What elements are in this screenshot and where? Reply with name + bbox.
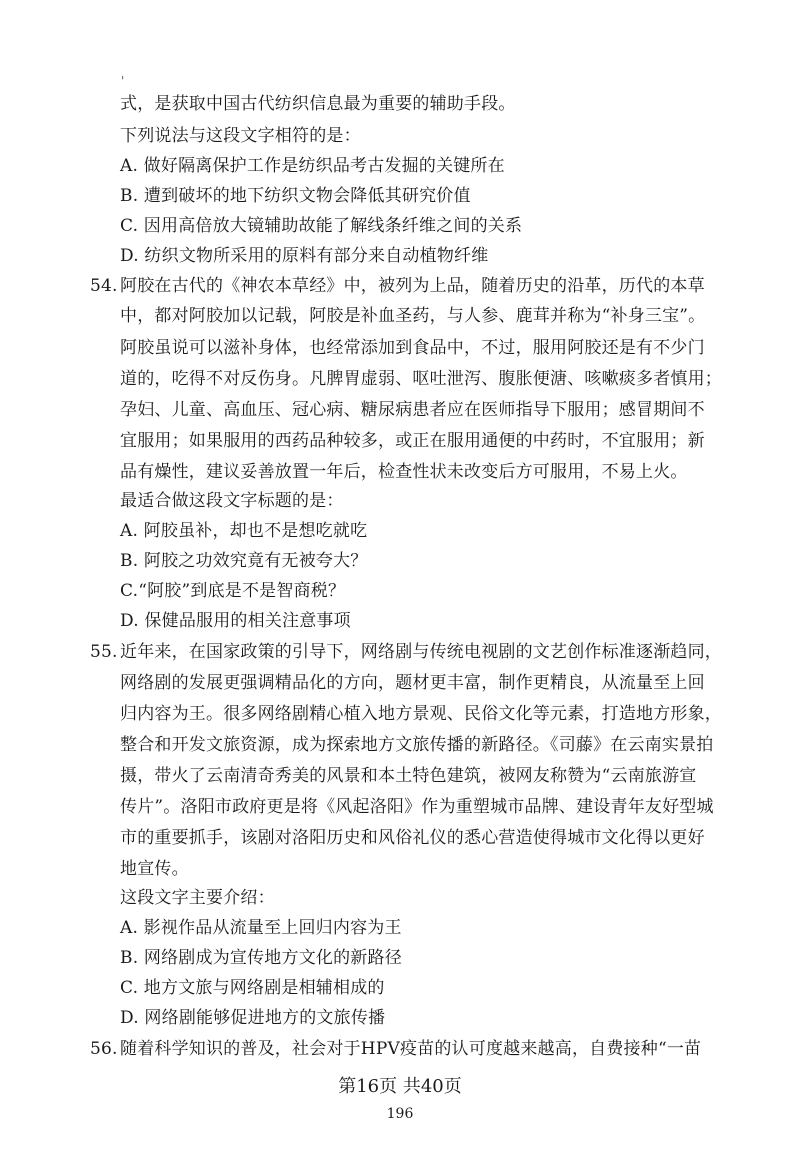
q55-line-3: 归内容为王。很多网络剧精心植入地方景观、民俗文化等元素，打造地方形象，: [120, 704, 722, 724]
q55-line-2: 网络剧的发展更强调精品化的方向，题材更丰富，制作更精良，从流量至上回: [120, 673, 705, 693]
q55-question: 这段文字主要介绍：: [120, 888, 275, 908]
q54-line-1: 阿胶在古代的《神农本草经》中，被列为上品，随着历史的沿革，历代的本草: [120, 276, 705, 296]
q55-line-7: 市的重要抓手，该剧对洛阳历史和风俗礼仪的悉心营造使得城市文化得以更好: [120, 828, 705, 848]
q55-option-c: C. 地方文旅与网络剧是相辅相成的: [120, 978, 385, 998]
q56-first-line: [90, 1038, 701, 1060]
q55-line-8: 地宣传。: [120, 859, 189, 879]
q54-line-5: 孕妇、儿童、高血压、冠心病、糖尿病患者应在医师指导下服用；感冒期间不: [120, 400, 705, 420]
page-label: 第16页 共40页: [338, 1076, 462, 1097]
q54-number: 54.: [90, 276, 118, 296]
q54-line-3: 阿胶虽说可以滋补身体，也经常添加到食品中，不过，服用阿胶还是有不少门: [120, 338, 705, 358]
q54-question: 最适合做这段文字标题的是：: [120, 491, 344, 511]
q54-first-line: [90, 275, 705, 297]
page-number: 196: [386, 1106, 414, 1122]
q55-number: 55.: [90, 642, 118, 662]
q54-line-4: 道的，吃得不对反伤身。凡脾胃虚弱、呕吐泄泻、腹胀便溏、咳嗽痰多者慎用；: [120, 369, 722, 389]
q56-line-1: 随着科学知识的普及，社会对于HPV疫苗的认可度越来越高，自费接种“一苗: [120, 1039, 702, 1059]
q53-option-a: A. 做好隔离保护工作是纺织品考古发掘的关键所在: [120, 156, 505, 176]
q54-line-2: 中，都对阿胶加以记载，阿胶是补血圣药，与人参、鹿茸并称为“补身三宝”。: [120, 306, 706, 326]
q53-option-d: D. 纺织文物所采用的原料有部分来自动植物纤维: [120, 246, 489, 266]
q54-option-d: D. 保健品服用的相关注意事项: [120, 611, 351, 631]
q54-line-6: 宜服用；如果服用的西药品种较多，或正在服用通便的中药时，不宜服用；新: [120, 431, 705, 451]
q55-option-d: D. 网络剧能够促进地方的文旅传播: [120, 1008, 386, 1028]
q56-number: 56.: [90, 1039, 118, 1059]
q54-option-c: C.“阿胶”到底是不是智商税？: [120, 581, 346, 601]
q55-line-4: 整合和开发文旅资源，成为探索地方文旅传播的新路径。《司藤》在云南实景拍: [120, 735, 714, 755]
q55-first-line: [90, 641, 722, 663]
q55-line-1: 近年来，在国家政策的引导下，网络剧与传统电视剧的文艺创作标准逐渐趋同，: [120, 642, 722, 662]
q53-option-c: C. 因用高倍放大镜辅助故能了解线条纤维之间的关系: [120, 216, 523, 236]
page-mark: ': [121, 74, 125, 88]
q54-option-b: B. 阿胶之功效究竟有无被夸大？: [120, 551, 368, 571]
q54-option-a: A. 阿胶虽补，却也不是想吃就吃: [120, 521, 368, 541]
q55-option-b: B. 网络剧成为宣传地方文化的新路径: [120, 948, 402, 968]
q53-option-b: B. 遭到破坏的地下纺织文物会降低其研究价值: [120, 186, 471, 206]
q54-line-7: 品有燥性，建议妥善放置一年后，检查性状未改变后方可服用，不易上火。: [120, 462, 688, 482]
q55-line-6: 传片”。洛阳市政府更是将《风起洛阳》作为重塑城市品牌、建设青年友好型城: [120, 797, 714, 817]
q55-option-a: A. 影视作品从流量至上回归内容为王: [120, 918, 402, 938]
q53-line-1: 式，是获取中国古代纺织信息最为重要的辅助手段。: [120, 94, 516, 114]
q55-line-5: 摄，带火了云南清奇秀美的风景和本土特色建筑，被网友称赞为“云南旅游宣: [120, 766, 697, 786]
q53-line-2: 下列说法与这段文字相符的是：: [120, 126, 361, 146]
